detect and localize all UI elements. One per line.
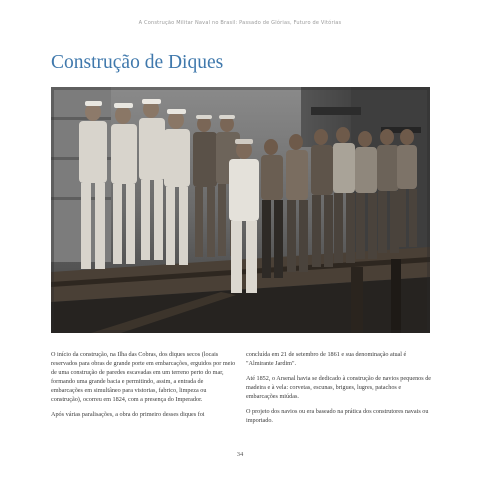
page-number: 34 [236,451,244,458]
paragraph: Após várias paralisações, a obra do primeiro desses diques foi [51,411,205,418]
paragraph: Até 1852, o Arsenal havia se dedicado à construção de navios pequenos de madeira e à vela: corvetas, escunas, brigues, lugres, patachos e embarcações miúdas. [246,375,432,400]
text-column-left [51,350,236,425]
chapter-title: Construção de Diques [51,52,224,73]
paragraph: concluída em 21 de setembro de 1861 e sua denominação atual é "Almirante Jardim". [246,351,407,367]
historical-photo [51,87,430,333]
text-column-right [246,350,432,431]
paragraph: O início da construção, na Ilha das Cobras, dos diques secos (locais reservados para obras de grande porte em embarcações, erguidos por meio de uma construção de paredes escavadas em um terreno perto do mar, formando uma grande bacia e permitindo, assim, a entrada de embarcações em simultâneo para vistorias, fabrico, limpeza ou construção), ocorreu em 1824, com a presença do Imperador. [51,351,236,403]
paragraph: O projeto dos navios ou era baseado na prática dos construtores navais ou importado. [246,408,429,424]
running-header: A Construção Militar Naval no Brasil: Passado de Glórias, Futuro de Vitórias [138,20,342,26]
